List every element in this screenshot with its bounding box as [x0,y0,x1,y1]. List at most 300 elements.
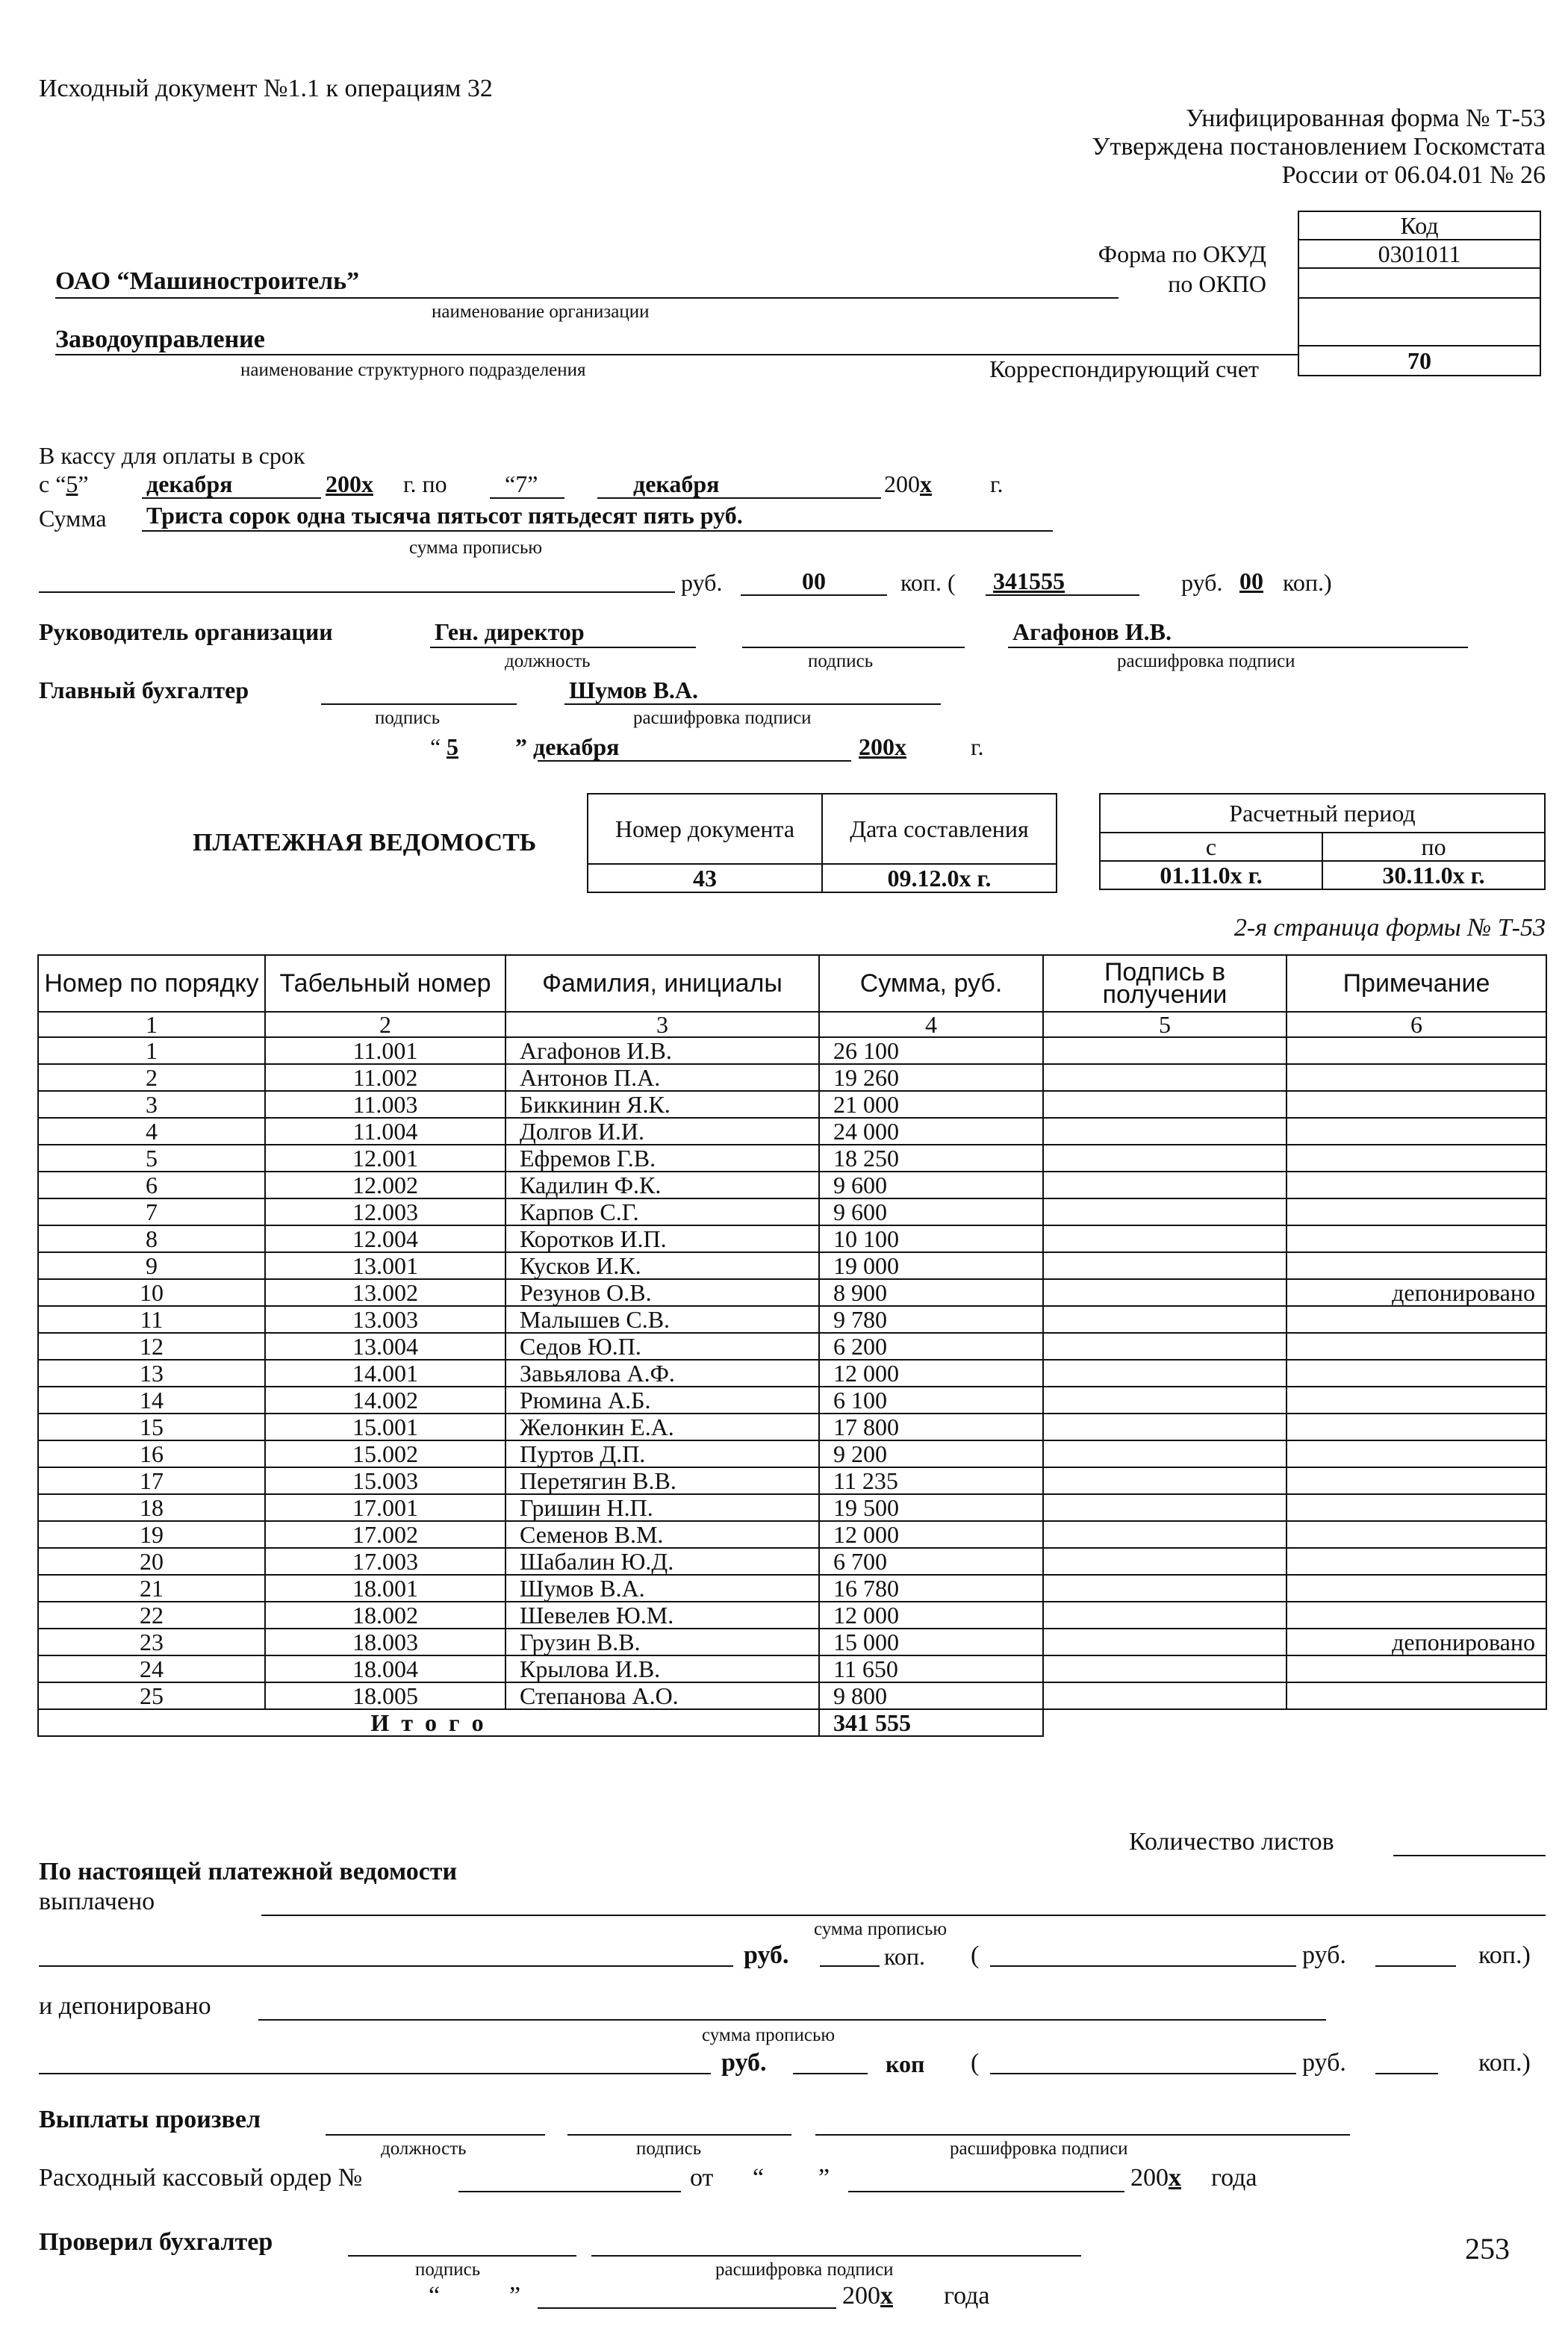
note [1287,1575,1546,1602]
tab-number: 13.004 [265,1333,505,1360]
amount: 6 100 [819,1387,1043,1414]
period-from-month: декабря [146,470,233,497]
signature-date-open: “ [430,733,441,760]
table-row [38,1655,1546,1682]
signature-cell [1043,1198,1287,1225]
amount: 11 235 [819,1467,1043,1494]
table-row [38,1306,1546,1333]
table-row [38,1252,1546,1279]
tab-number: 18.001 [265,1575,505,1602]
amount: 15 000 [819,1629,1043,1655]
row-number: 16 [38,1440,265,1467]
amount: 9 200 [819,1440,1043,1467]
total-empty-2 [1287,1709,1546,1736]
chief-signature-line [321,703,517,705]
table-row [38,1682,1546,1709]
sum-label: Сумма [39,505,107,532]
deposited-kop-close: коп.) [1478,2049,1531,2077]
note [1287,1467,1546,1494]
sum-in-words: Триста сорок одна тысяча пятьсот пятьдесят пять руб. [146,502,743,529]
org-name-line [55,297,1119,299]
employee-name: Степанова А.О. [505,1682,819,1709]
period-header: Расчетный период [1100,794,1545,833]
row-number: 10 [38,1279,265,1306]
tab-number: 18.005 [265,1682,505,1709]
signature-date-month: ” декабря [515,733,620,760]
table-row [38,1629,1546,1655]
row-number: 2 [38,1064,265,1091]
employee-name: Перетягин В.В. [505,1467,819,1494]
order-quote-open: “ [753,2164,765,2192]
col-number-2: 2 [265,1012,505,1037]
payer-caption-signature: подпись [636,2139,702,2159]
table-row [38,1118,1546,1145]
note [1287,1064,1546,1091]
row-number: 3 [38,1091,265,1118]
codes-box [1298,211,1541,376]
row-number: 8 [38,1225,265,1252]
row-number: 7 [38,1198,265,1225]
tab-number: 15.002 [265,1440,505,1467]
employee-name: Биккинин Я.К. [505,1091,819,1118]
period-from-year: 200x [326,470,373,497]
header-note: Примечание [1287,955,1546,1012]
payer-signature-line [567,2134,791,2136]
signature-cell [1043,1521,1287,1548]
deposited-sum-caption: сумма прописью [702,2025,836,2045]
total-label: И т о г о [38,1709,819,1736]
signature-cell [1043,1064,1287,1091]
deposited-words-line [39,2073,711,2074]
sum-words-line [142,530,1053,532]
employee-name: Малышев С.В. [505,1306,819,1333]
from-month-line [142,497,321,499]
amount: 9 780 [819,1306,1043,1333]
code-title: Код [1298,211,1540,240]
tab-number: 13.003 [265,1306,505,1333]
tab-number: 15.001 [265,1414,505,1440]
deposited-kop-line-2 [1375,2073,1438,2074]
to-month-line [597,497,881,499]
note [1287,1360,1546,1387]
checked-label: Проверил бухгалтер [39,2228,273,2256]
table-row [38,1145,1546,1172]
okpo-code [1298,268,1540,298]
employee-name: Желонкин Е.А. [505,1414,819,1440]
approval-line-1: Утверждена постановлением Госкомстата [1092,133,1546,161]
table-row [38,1225,1546,1252]
amount: 21 000 [819,1091,1043,1118]
deposited-kop-line [793,2073,868,2074]
paid-kop: коп. [884,1943,926,1970]
note [1287,1440,1546,1467]
header-name: Фамилия, инициалы [505,955,819,1012]
table-row [38,1037,1546,1064]
period-from: 01.11.0x г. [1100,861,1322,889]
col-number-5: 5 [1043,1012,1287,1037]
header-tab-number: Табельный номер [265,955,505,1012]
kop-line [741,594,887,596]
signature-date-g: г. [971,733,984,760]
employee-name: Кусков И.К. [505,1252,819,1279]
payer-position-line [326,2134,545,2136]
deposited-digits-line [990,2073,1296,2074]
amount: 19 000 [819,1252,1043,1279]
row-number: 18 [38,1494,265,1521]
sum-in-digits: 341555 [993,567,1065,594]
row-number: 17 [38,1467,265,1494]
row-number: 15 [38,1414,265,1440]
checked-quote-close: ” [509,2282,521,2310]
row-number: 19 [38,1521,265,1548]
signature-cell [1043,1225,1287,1252]
division-line [55,354,1298,355]
amount: 9 600 [819,1198,1043,1225]
deposited-rub-2: руб. [1302,2049,1346,2077]
signature-cell [1043,1414,1287,1440]
checked-year-word: года [944,2282,990,2310]
table-row [38,1575,1546,1602]
amount: 16 780 [819,1575,1043,1602]
tab-number: 12.004 [265,1225,505,1252]
amount: 17 800 [819,1414,1043,1440]
note [1287,1521,1546,1548]
sum-caption: сумма прописью [409,538,543,558]
payer-caption-decoding: расшифровка подписи [950,2139,1128,2159]
page-number: 253 [1465,2232,1510,2266]
employee-name: Гришин Н.П. [505,1494,819,1521]
table-row [38,1414,1546,1440]
source-document-note: Исходный документ №1.1 к операциям 32 [39,75,493,102]
table-row [38,1333,1546,1360]
note [1287,1145,1546,1172]
row-number: 23 [38,1629,265,1655]
signature-cell [1043,1602,1287,1629]
total-value: 341 555 [819,1709,1043,1736]
tab-number: 15.003 [265,1467,505,1494]
order-month-line [848,2191,1124,2192]
order-quote-close: ” [818,2164,830,2192]
employee-name: Кадилин Ф.К. [505,1172,819,1198]
period-to: 30.11.0x г. [1322,861,1545,889]
signature-cell [1043,1655,1287,1682]
kop-close-label: коп.) [1283,569,1332,596]
doc-date: 09.12.0x г. [822,864,1057,892]
note [1287,1118,1546,1145]
note: депонировано [1287,1629,1546,1655]
tab-number: 18.004 [265,1655,505,1682]
tab-number: 17.001 [265,1494,505,1521]
tab-number: 11.002 [265,1064,505,1091]
row-number: 4 [38,1118,265,1145]
checked-month-line [538,2307,836,2309]
employee-name: Седов Ю.П. [505,1333,819,1360]
row-number: 9 [38,1252,265,1279]
amount: 6 200 [819,1333,1043,1360]
col-number-1: 1 [38,1012,265,1037]
amount: 8 900 [819,1279,1043,1306]
table-row [38,1602,1546,1629]
signature-cell [1043,1279,1287,1306]
checked-quote-open: “ [429,2282,441,2310]
table-row [38,1548,1546,1575]
period-to-day: “7” [505,470,538,497]
header-row-number: Номер по порядку [38,955,265,1012]
signature-cell [1043,1252,1287,1279]
row-number: 20 [38,1548,265,1575]
sheets-label: Количество листов [1129,1828,1334,1856]
col-number-4: 4 [819,1012,1043,1037]
caption-position: должность [505,651,591,671]
employee-name: Крылова И.В. [505,1655,819,1682]
note [1287,1252,1546,1279]
header-signature: Подпись в получении [1043,955,1287,1012]
signature-cell [1043,1118,1287,1145]
signature-cell [1043,1306,1287,1333]
signature-cell [1043,1172,1287,1198]
unified-form-label: Унифицированная форма № Т-53 [1186,105,1546,132]
signature-date-year: 200x [859,733,906,760]
employee-name: Шумов В.А. [505,1575,819,1602]
sum-words-line-2 [39,591,675,593]
table-row [38,1440,1546,1467]
total-empty-1 [1043,1709,1287,1736]
note [1287,1306,1546,1333]
row-number: 25 [38,1682,265,1709]
employee-name: Ефремов Г.В. [505,1145,819,1172]
row-number: 12 [38,1333,265,1360]
signature-cell [1043,1145,1287,1172]
payer-label: Выплаты произвел [39,2106,261,2133]
head-signature-line [742,647,965,648]
paid-words-line [39,1965,733,1967]
note [1287,1682,1546,1709]
row-number: 1 [38,1037,265,1064]
signature-cell [1043,1682,1287,1709]
okud-label: Форма по ОКУД [1098,240,1266,267]
row-number: 13 [38,1360,265,1387]
signature-cell [1043,1387,1287,1414]
order-label: Расходный кассовый ордер № [39,2164,363,2192]
checked-signature-line [348,2255,576,2257]
col-number-6: 6 [1287,1012,1546,1037]
okpo-label: по ОКПО [1168,270,1266,297]
paid-kop-close: коп.) [1478,1941,1531,1969]
amount: 6 700 [819,1548,1043,1575]
employee-name: Грузин В.В. [505,1629,819,1655]
header-sum: Сумма, руб. [819,955,1043,1012]
org-name-caption: наименование организации [432,302,650,322]
okud-code: 0301011 [1298,240,1540,268]
tab-number: 14.002 [265,1387,505,1414]
amount: 24 000 [819,1118,1043,1145]
kop-value: 00 [802,567,826,594]
employee-name: Долгов И.И. [505,1118,819,1145]
statement-title: ПЛАТЕЖНАЯ ВЕДОМОСТЬ [193,829,537,856]
table-row [38,1467,1546,1494]
employee-name: Пуртов Д.П. [505,1440,819,1467]
signature-cell [1043,1629,1287,1655]
period-from-prefix: с “5” [39,470,89,497]
note [1287,1414,1546,1440]
paid-kop-line [820,1965,880,1967]
blank-code [1298,298,1540,346]
deposited-label: и депонировано [39,1992,211,2020]
paid-line-2: выплачено [39,1888,155,1915]
deposited-paren: ( [971,2049,980,2077]
tab-number: 17.002 [265,1521,505,1548]
tab-number: 11.004 [265,1118,505,1145]
head-label: Руководитель организации [39,618,333,645]
payroll-table [37,954,1547,1737]
signature-cell [1043,1360,1287,1387]
document-info-box [587,793,1057,893]
table-row [38,1360,1546,1387]
head-name: Агафонов И.В. [1012,618,1172,645]
caption-signature: подпись [808,651,874,671]
employee-name: Антонов П.А. [505,1064,819,1091]
organization-name: ОАО “Машиностроитель” [55,267,360,295]
amount: 18 250 [819,1145,1043,1172]
employee-name: Шевелев Ю.М. [505,1602,819,1629]
employee-name: Завьялова А.Ф. [505,1360,819,1387]
signature-cell [1043,1333,1287,1360]
caption-decoding-2: расшифровка подписи [633,708,812,728]
tab-number: 18.002 [265,1602,505,1629]
col-number-3: 3 [505,1012,819,1037]
amount: 26 100 [819,1037,1043,1064]
tab-number: 14.001 [265,1360,505,1387]
table-row [38,1198,1546,1225]
amount: 11 650 [819,1655,1043,1682]
row-number: 22 [38,1602,265,1629]
amount: 19 260 [819,1064,1043,1091]
doc-number: 43 [588,864,822,892]
signature-cell [1043,1548,1287,1575]
payer-decoding-line [815,2134,1350,2136]
deposited-rub: руб. [721,2049,767,2077]
note [1287,1548,1546,1575]
checked-caption-decoding: расшифровка подписи [715,2260,894,2280]
signature-cell [1043,1494,1287,1521]
chief-accountant-name: Шумов В.А. [569,677,699,703]
period-box [1099,793,1546,890]
order-year: 200x [1130,2164,1181,2192]
tab-number: 11.001 [265,1037,505,1064]
approval-line-2: России от 06.04.01 № 26 [1281,161,1546,189]
sheets-line [1393,1855,1546,1856]
note [1287,1655,1546,1682]
tab-number: 12.003 [265,1198,505,1225]
division-caption: наименование структурного подразделения [240,360,586,380]
row-number: 11 [38,1306,265,1333]
note: депонировано [1287,1279,1546,1306]
checked-decoding-line [591,2255,1081,2257]
caption-decoding: расшифровка подписи [1117,651,1295,671]
table-row [38,1521,1546,1548]
period-g-po: г. по [403,470,447,497]
amount: 10 100 [819,1225,1043,1252]
note [1287,1225,1546,1252]
employee-name: Рюмина А.Б. [505,1387,819,1414]
to-day-line [490,497,564,499]
date-month-line [538,760,851,762]
signature-date-day: 5 [447,733,458,760]
table-row [38,1279,1546,1306]
head-position-line [430,647,696,648]
table-row [38,1091,1546,1118]
signature-cell [1043,1440,1287,1467]
tab-number: 12.002 [265,1172,505,1198]
division-name: Заводоуправление [55,326,265,353]
caption-signature-2: подпись [375,708,441,728]
tab-number: 13.002 [265,1279,505,1306]
row-number: 14 [38,1387,265,1414]
tab-number: 13.001 [265,1252,505,1279]
table-row [38,1494,1546,1521]
note [1287,1387,1546,1414]
corr-account-label: Корреспондирующий счет [989,355,1259,382]
order-from: от [690,2164,714,2192]
paid-kop-line-2 [1375,1965,1456,1967]
employee-name: Карпов С.Г. [505,1198,819,1225]
signature-cell [1043,1575,1287,1602]
head-position: Ген. директор [435,618,585,645]
note [1287,1494,1546,1521]
tab-number: 17.003 [265,1548,505,1575]
period-g: г. [990,470,1004,497]
order-year-word: года [1211,2164,1257,2192]
table-row [38,1172,1546,1198]
paid-line [261,1915,1546,1916]
row-number: 6 [38,1172,265,1198]
chief-accountant-label: Главный бухгалтер [39,677,249,703]
corr-account-code: 70 [1298,346,1540,376]
note [1287,1091,1546,1118]
row-number: 24 [38,1655,265,1682]
amount: 12 000 [819,1602,1043,1629]
employee-name: Резунов О.В. [505,1279,819,1306]
note [1287,1172,1546,1198]
note [1287,1333,1546,1360]
kop-paren-label: коп. ( [900,569,956,596]
head-name-line [1008,647,1468,648]
page-note: 2-я страница формы № Т-53 [1233,914,1546,942]
amount: 12 000 [819,1521,1043,1548]
table-row [38,1064,1546,1091]
note [1287,1037,1546,1064]
paid-sum-caption: сумма прописью [814,1919,948,1939]
payer-caption-position: должность [381,2139,467,2159]
rub-label: руб. [681,569,723,596]
period-from-label: с [1100,833,1322,861]
period-to-month: декабря [633,470,720,497]
kop-value-2: 00 [1239,567,1263,594]
employee-name: Семенов В.М. [505,1521,819,1548]
signature-cell [1043,1037,1287,1064]
note [1287,1602,1546,1629]
deposited-line [258,2019,1326,2021]
signature-cell [1043,1091,1287,1118]
cash-intro: В кассу для оплаты в срок [39,442,305,469]
employee-name: Агафонов И.В. [505,1037,819,1064]
paid-line-1: По настоящей платежной ведомости [39,1858,458,1885]
amount: 19 500 [819,1494,1043,1521]
amount: 12 000 [819,1360,1043,1387]
period-to-year: 200x [884,470,932,497]
checked-year: 200x [842,2282,893,2310]
sum-digits-line [986,594,1139,596]
